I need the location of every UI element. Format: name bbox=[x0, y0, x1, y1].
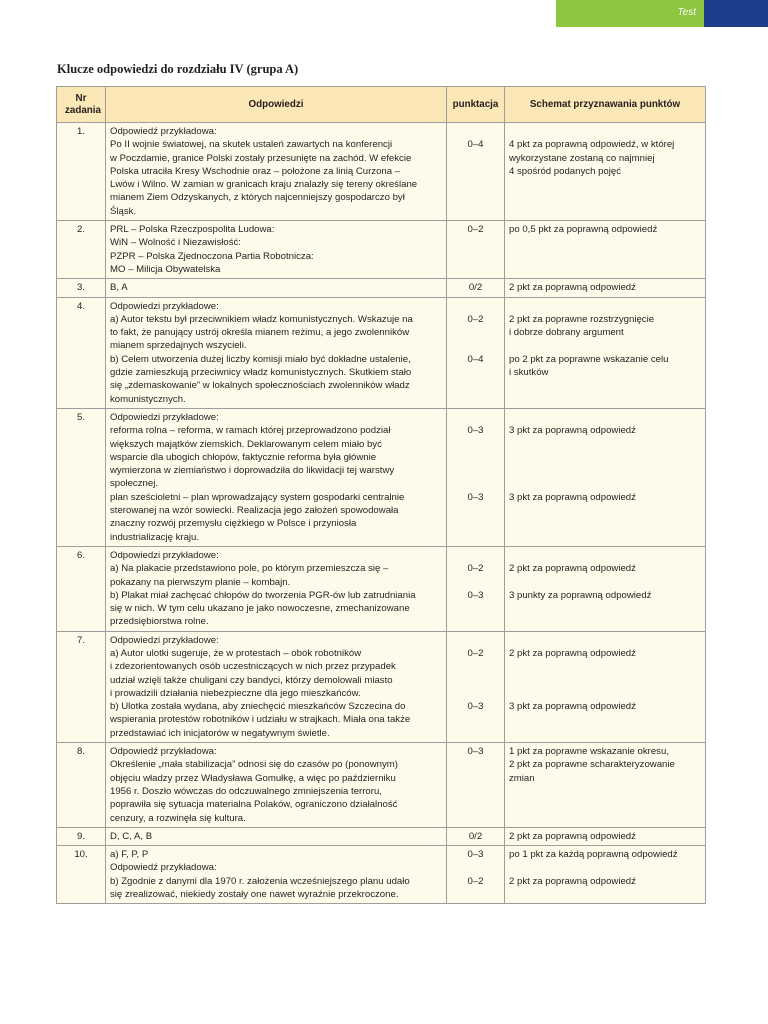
scoring-line: po 2 pkt za poprawne wskazanie celu bbox=[509, 353, 669, 365]
scoring-cell bbox=[505, 846, 706, 904]
points-line bbox=[451, 451, 500, 464]
scoring-line bbox=[509, 634, 701, 647]
answer-line: sterowanej na wzór sowiecki. Realizacja jego założeń spowodowała bbox=[110, 505, 399, 517]
scoring-line: 2 pkt za poprawne scharakteryzowanie bbox=[509, 759, 675, 771]
task-number: 7. bbox=[57, 631, 106, 742]
table-row bbox=[57, 827, 706, 845]
answer-cell bbox=[106, 408, 447, 546]
points-line: 0–4 bbox=[467, 353, 484, 365]
task-number: 4. bbox=[57, 297, 106, 408]
task-number: 2. bbox=[57, 221, 106, 279]
answer-line: reforma rolna – reforma, w ramach której przeprowadzono podział bbox=[110, 425, 391, 437]
points-cell bbox=[447, 221, 505, 279]
scoring-line: po 1 pkt za każdą poprawną odpowiedź bbox=[509, 849, 678, 861]
scoring-line: 4 pkt za poprawną odpowiedź, w której bbox=[509, 139, 675, 151]
points-line: 0/2 bbox=[468, 282, 483, 294]
table-body bbox=[57, 123, 706, 904]
scoring-line: 1 pkt za poprawne wskazanie okresu, bbox=[509, 746, 669, 758]
points-line: 0–3 bbox=[467, 701, 484, 713]
points-cell bbox=[447, 846, 505, 904]
answer-cell bbox=[106, 631, 447, 742]
scoring-cell bbox=[505, 221, 706, 279]
scoring-line bbox=[509, 549, 701, 562]
answer-line: mianem sprzedajnych wszycieli. bbox=[110, 340, 247, 352]
answer-line: a) Autor ulotki sugeruje, że w protestach – obok robotników bbox=[110, 647, 362, 659]
answer-line: w Poczdamie, granice Polski zostały przesunięte na zachód. W efekcie bbox=[110, 152, 412, 164]
points-line: 0–2 bbox=[467, 224, 484, 236]
answer-line: się zrealizować, niekiedy zostały one nawet wyraźnie przekroczone. bbox=[110, 889, 399, 901]
points-cell bbox=[447, 408, 505, 546]
scoring-cell bbox=[505, 408, 706, 546]
points-line bbox=[451, 660, 500, 673]
scoring-cell bbox=[505, 631, 706, 742]
points-cell bbox=[447, 297, 505, 408]
answer-line: wsparcie dla ubogich chłopów, faktycznie reforma była głównie bbox=[110, 451, 377, 463]
points-line: 0–3 bbox=[467, 746, 484, 758]
answer-line: Odpowiedzi przykładowe: bbox=[110, 634, 219, 646]
answer-line: WiN – Wolność i Niezawisłość: bbox=[110, 237, 241, 249]
header-schemat: Schemat przyznawania punktów bbox=[505, 87, 706, 123]
scoring-line: 3 pkt za poprawną odpowiedź bbox=[509, 425, 636, 437]
header-tab-blue bbox=[704, 0, 768, 27]
answer-line: B, A bbox=[110, 282, 128, 294]
answer-line: przedstawiać ich inicjatorów w negatywnym świetle. bbox=[110, 727, 330, 739]
answer-cell bbox=[106, 827, 447, 845]
answer-line: mianem Ziem Odzyskanych, z których najcenniejszy gospodarczo był bbox=[110, 192, 405, 204]
points-line bbox=[451, 477, 500, 490]
answer-line: komunistycznych. bbox=[110, 393, 186, 405]
points-cell bbox=[447, 123, 505, 221]
answer-line: większych majątków ziemskich. Deklarowanym celem miało być bbox=[110, 438, 382, 450]
points-line bbox=[451, 674, 500, 687]
answer-key-table bbox=[56, 86, 706, 904]
answer-line: wymierzona w ziemiaństwo i doprowadziła do likwidacji tej warstwy bbox=[110, 465, 395, 477]
points-line bbox=[451, 300, 500, 313]
scoring-cell bbox=[505, 297, 706, 408]
points-line: 0–3 bbox=[467, 425, 484, 437]
scoring-line: 3 pkt za poprawną odpowiedź bbox=[509, 491, 636, 503]
scoring-line: zmian bbox=[509, 772, 535, 784]
points-line: 0–2 bbox=[467, 563, 484, 575]
header-tab-label: Test bbox=[677, 7, 696, 18]
table-row bbox=[57, 279, 706, 297]
points-line bbox=[451, 464, 500, 477]
table-row bbox=[57, 221, 706, 279]
table-row bbox=[57, 846, 706, 904]
points-line: 0–2 bbox=[467, 313, 484, 325]
answer-line: przedsiębiorstwa rolne. bbox=[110, 616, 209, 628]
scoring-line: 2 pkt za poprawną odpowiedź bbox=[509, 830, 636, 842]
scoring-line: 2 pkt za poprawną odpowiedź bbox=[509, 875, 636, 887]
scoring-cell bbox=[505, 279, 706, 297]
scoring-line bbox=[509, 125, 701, 138]
scoring-line: 2 pkt za poprawną odpowiedź bbox=[509, 647, 636, 659]
answer-line: i prowadzili działania niebezpieczne dla jego mieszkańców. bbox=[110, 687, 361, 699]
table-row bbox=[57, 408, 706, 546]
points-line: 0–4 bbox=[467, 139, 484, 151]
answer-line: udział wzięli także chuligani czy bandyci, którzy demolowali miasto bbox=[110, 674, 393, 686]
scoring-line bbox=[509, 300, 701, 313]
answer-line: gdzie zamieszkują przeciwnicy władz komunistycznych. Skutkiem stało bbox=[110, 367, 412, 379]
answer-line: Odpowiedzi przykładowe: bbox=[110, 411, 219, 423]
answer-line: wspierania protestów robotników i udziału w strajkach. Miała ona także bbox=[110, 714, 411, 726]
points-line bbox=[451, 438, 500, 451]
answer-cell bbox=[106, 546, 447, 631]
page-title: Klucze odpowiedzi do rozdziału IV (grupa A) bbox=[57, 62, 299, 76]
answer-line: znaczny rozwój przemysłu ciężkiego w Polsce i przyniosła bbox=[110, 518, 357, 530]
answer-line: a) Autor tekstu był przeciwnikiem władz komunistycznych. Wskazuje na bbox=[110, 313, 413, 325]
points-line bbox=[451, 411, 500, 424]
points-line bbox=[451, 634, 500, 647]
points-cell bbox=[447, 279, 505, 297]
scoring-line: 4 spośród podanych pojęć bbox=[509, 165, 622, 177]
answer-line: się w nich. W tym celu ukazano je jako nowoczesne, zmechanizowane bbox=[110, 603, 410, 615]
scoring-line bbox=[509, 660, 701, 673]
scoring-cell bbox=[505, 123, 706, 221]
answer-line: b) Plakat miał zachęcać chłopów do tworzenia PGR-ów lub zatrudniania bbox=[110, 589, 416, 601]
points-line: 0/2 bbox=[468, 830, 483, 842]
scoring-line: i skutków bbox=[509, 367, 549, 379]
answer-line: b) Ulotka została wydana, aby zniechęcić mieszkańców Szczecina do bbox=[110, 701, 406, 713]
points-line bbox=[451, 549, 500, 562]
answer-line: Po II wojnie światowej, na skutek ustaleń zawartych na konferencji bbox=[110, 139, 393, 151]
task-number: 6. bbox=[57, 546, 106, 631]
answer-line: MO – Milicja Obywatelska bbox=[110, 263, 221, 275]
answer-cell bbox=[106, 279, 447, 297]
points-line bbox=[451, 861, 500, 874]
task-number: 9. bbox=[57, 827, 106, 845]
points-line bbox=[451, 687, 500, 700]
points-cell bbox=[447, 827, 505, 845]
points-line: 0–2 bbox=[467, 875, 484, 887]
points-line bbox=[451, 125, 500, 138]
task-number: 10. bbox=[57, 846, 106, 904]
answer-line: Odpowiedź przykładowa: bbox=[110, 126, 217, 137]
table-row bbox=[57, 743, 706, 828]
answer-line: Odpowiedzi przykładowe: bbox=[110, 549, 219, 561]
scoring-line bbox=[509, 339, 701, 352]
answer-line: i zdezorientowanych osób uczestniczących w nich przez przypadek bbox=[110, 661, 396, 673]
header-punktacja: punktacja bbox=[447, 87, 505, 123]
points-line: 0–3 bbox=[467, 491, 484, 503]
answer-line: cenzury, a rozwinęła się kultura. bbox=[110, 812, 246, 824]
answer-line: PZPR – Polska Zjednoczona Partia Robotnicza: bbox=[110, 250, 314, 262]
scoring-line bbox=[509, 674, 701, 687]
task-number: 1. bbox=[57, 123, 106, 221]
points-cell bbox=[447, 546, 505, 631]
answer-line: Odpowiedź przykładowa: bbox=[110, 746, 217, 758]
answer-cell bbox=[106, 846, 447, 904]
answer-line: Określenie „mała stabilizacja” odnosi się do czasów po (ponownym) bbox=[110, 759, 398, 771]
answer-line: społecznej. bbox=[110, 478, 158, 490]
table-row bbox=[57, 297, 706, 408]
table-header-row bbox=[57, 87, 706, 123]
points-line: 0–2 bbox=[467, 647, 484, 659]
answer-line: Polska utraciła Kresy Wschodnie oraz – położone za linią Curzona – bbox=[110, 165, 401, 177]
points-line: 0–3 bbox=[467, 589, 484, 601]
answer-cell bbox=[106, 123, 447, 221]
points-line bbox=[451, 339, 500, 352]
answer-line: b) Zgodnie z danymi dla 1970 r. założenia wcześniejszego planu udało bbox=[110, 875, 410, 887]
scoring-cell bbox=[505, 546, 706, 631]
scoring-line bbox=[509, 576, 701, 589]
points-cell bbox=[447, 743, 505, 828]
scoring-line: po 0,5 pkt za poprawną odpowiedź bbox=[509, 224, 658, 236]
answer-line: industrializację kraju. bbox=[110, 531, 200, 543]
answer-line: b) Celem utworzenia dużej liczby komisji miało być dokładne ustalenie, bbox=[110, 353, 411, 365]
scoring-line bbox=[509, 464, 701, 477]
header-tab-green bbox=[556, 0, 704, 27]
answer-line: się „zdemaskowanie” w lokalnych społecznościach zwolenników władz bbox=[110, 380, 410, 392]
points-cell bbox=[447, 631, 505, 742]
scoring-line: 3 punkty za poprawną odpowiedź bbox=[509, 589, 652, 601]
scoring-line bbox=[509, 477, 701, 490]
answer-line: 1956 r. Doszło wówczas do odczuwalnego zmniejszenia terroru, bbox=[110, 785, 382, 797]
answer-line: plan sześcioletni – plan wprowadzający system gospodarki centralnie bbox=[110, 491, 405, 503]
answer-line: pokazany na pierwszym planie – kombajn. bbox=[110, 576, 291, 588]
scoring-line bbox=[509, 451, 701, 464]
answer-line: to fakt, że panujący ustrój określa mianem reżimu, a jego zwolenników bbox=[110, 327, 410, 339]
table-row bbox=[57, 123, 706, 221]
answer-line: poprawiła się sytuacja materialna Polaków, ograniczono działalność bbox=[110, 799, 398, 811]
scoring-line: 2 pkt za poprawną odpowiedź bbox=[509, 563, 636, 575]
answer-cell bbox=[106, 743, 447, 828]
scoring-line: i dobrze dobrany argument bbox=[509, 327, 624, 339]
scoring-line: 2 pkt za poprawną odpowiedź bbox=[509, 282, 636, 294]
header-nr: Nr zadania bbox=[57, 87, 106, 123]
scoring-line bbox=[509, 861, 701, 874]
scoring-cell bbox=[505, 827, 706, 845]
scoring-line bbox=[509, 411, 701, 424]
answer-cell bbox=[106, 297, 447, 408]
scoring-line: 2 pkt za poprawne rozstrzygnięcie bbox=[509, 313, 655, 325]
scoring-line bbox=[509, 687, 701, 700]
points-line bbox=[451, 576, 500, 589]
task-number: 3. bbox=[57, 279, 106, 297]
task-number: 8. bbox=[57, 743, 106, 828]
header-odpowiedzi: Odpowiedzi bbox=[106, 87, 447, 123]
answer-line: Odpowiedź przykładowa: bbox=[110, 862, 217, 874]
table-row bbox=[57, 546, 706, 631]
answer-line: Odpowiedzi przykładowe: bbox=[110, 300, 219, 312]
table-row bbox=[57, 631, 706, 742]
answer-line: Śląsk. bbox=[110, 205, 137, 217]
scoring-line bbox=[509, 438, 701, 451]
answer-line: a) Na plakacie przedstawiono pole, po którym przemieszcza się – bbox=[110, 563, 389, 575]
answer-line: PRL – Polska Rzeczpospolita Ludowa: bbox=[110, 224, 275, 236]
answer-line: a) F, P, P bbox=[110, 849, 149, 861]
answer-line: Lwów i Wilno. W zamian w granicach kraju znalazły się tereny określane bbox=[110, 179, 418, 191]
answer-line: D, C, A, B bbox=[110, 830, 153, 842]
points-line bbox=[451, 326, 500, 339]
answer-line: objęciu władzy przez Władysława Gomułkę, a więc po październiku bbox=[110, 772, 396, 784]
scoring-line: 3 pkt za poprawną odpowiedź bbox=[509, 701, 636, 713]
scoring-line: wykorzystane zostaną co najmniej bbox=[509, 152, 655, 164]
points-line: 0–3 bbox=[467, 849, 484, 861]
task-number: 5. bbox=[57, 408, 106, 546]
scoring-cell bbox=[505, 743, 706, 828]
answer-cell bbox=[106, 221, 447, 279]
